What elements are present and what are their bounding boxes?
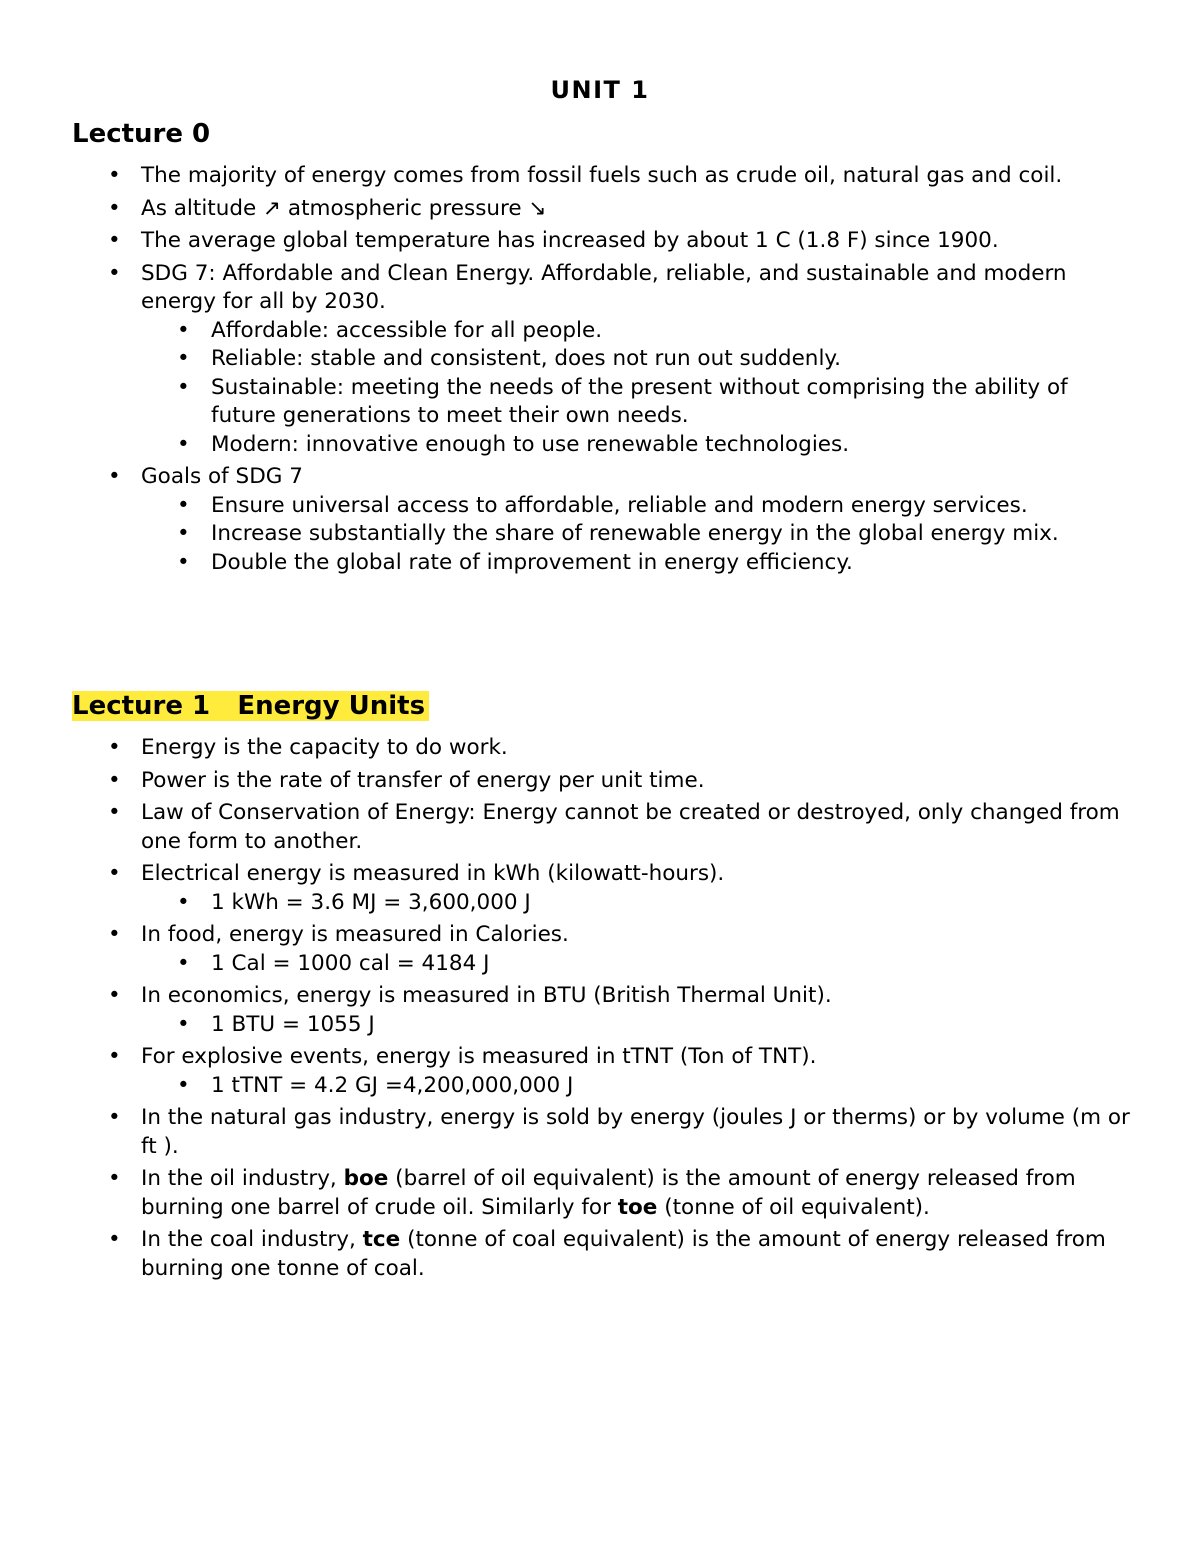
list-item: • Increase substantially the share of renewable energy in the global energy mix. [141,520,1130,549]
list-item: • Electrical energy is measured in kWh (kilowatt-hours). • 1 kWh = 3.6 MJ = 3,600,000 J [0,860,1200,917]
bullet-icon: • [108,861,121,886]
bullet-icon: • [108,735,121,760]
bullet-icon: • [108,1166,121,1191]
bullet-icon: • [177,317,190,343]
lecture-0-heading [72,117,210,151]
lecture-0-list [0,162,1200,581]
bullet-icon: • [108,922,121,947]
list-item: • 1 Cal = 1000 cal = 4184 J [141,950,1130,979]
list-item: • 1 kWh = 3.6 MJ = 3,600,000 J [141,889,1130,918]
lecture-0-heading-text: Lecture 0 [72,119,211,149]
list-item: • Energy is the capacity to do work. [0,734,1200,763]
list-item: • In the oil industry, boe (barrel of oil equivalent) is the amount of energy released from burning one barrel of crude oil. Similarly for toe (tonne of oil equivalent). [108,1166,1076,1220]
bullet-icon: • [177,1011,190,1037]
list-item: • Double the global rate of improvement in energy efficiency. [141,549,1130,578]
lecture-1-heading-rest: Energy Units [237,691,426,721]
lecture-1-heading-bold: Lecture 1 [72,691,211,721]
list-item: • Ensure universal access to affordable, reliable and modern energy services. [141,492,1130,521]
bullet-icon: • [108,800,121,825]
list-item: • SDG 7: Affordable and Clean Energy. Affordable, reliable, and sustainable and modern energy for all by 2030. • Affordable: accessible for all people. • Reliable: stable and consistent, does not run out suddenly. • Sustainable: meeting the needs of the present without comprising the ability of future generations to meet their own needs. • Modern: innovative enough to use renewable technologies. [0,260,1200,460]
list-item: • In the natural gas industry, energy is sold by energy (joules J or therms) or by volume (m or ft ). [108,1105,1130,1159]
lecture-1-heading [72,689,429,723]
bullet-icon: • [108,464,121,489]
list-item: • In food, energy is measured in Calories. • 1 Cal = 1000 cal = 4184 J [0,921,1200,978]
ttnt-sub-list [141,1072,1130,1101]
bullet-icon: • [108,260,121,286]
sdg7-sub-list [141,317,1130,460]
list-item: • The average global temperature has increased by about 1 C (1.8 F) since 1900. [0,227,1200,256]
bullet-icon: • [108,195,121,221]
bullet-icon: • [177,492,190,518]
bullet-icon: • [177,1072,190,1098]
list-item: • Power is the rate of transfer of energy per unit time. [0,767,1200,796]
cal-sub-list [141,950,1130,979]
list-item: • For explosive events, energy is measured in tTNT (Ton of TNT). • 1 tTNT = 4.2 GJ =4,200,000,000 J [0,1043,1200,1100]
bullet-icon: • [177,950,190,976]
lecture-1-highlight [72,691,429,721]
bullet-icon: • [108,1044,121,1069]
lecture-1-list [0,734,1200,1287]
list-item: • Goals of SDG 7 • Ensure universal access to affordable, reliable and modern energy services. • Increase substantially the share of renewable energy in the global energy mix. • Double the global rate of improvement in energy efficiency. [0,463,1200,577]
bullet-icon: • [177,889,190,915]
list-item: • As altitude ↗ atmospheric pressure ↘ [0,195,1200,224]
tce-term: tce [362,1227,401,1252]
list-item: • 1 tTNT = 4.2 GJ =4,200,000,000 J [141,1072,1130,1101]
bullet-icon: • [108,228,121,253]
bullet-icon: • [108,1105,121,1130]
unit-title: UNIT 1 [550,76,650,104]
boe-term: boe [343,1166,389,1191]
bullet-icon: • [177,549,190,575]
list-item: • Modern: innovative enough to use renewable technologies. [141,431,1130,460]
list-item: • In economics, energy is measured in BTU (British Thermal Unit). • 1 BTU = 1055 J [0,982,1200,1039]
btu-sub-list [141,1011,1130,1040]
goals-sub-list [141,492,1130,578]
bullet-icon: • [108,767,121,793]
toe-term: toe [617,1194,658,1220]
list-item: • 1 BTU = 1055 J [141,1011,1130,1040]
bullet-icon: • [177,374,190,400]
list-item: • Sustainable: meeting the needs of the present without comprising the ability of future generations to meet their own needs. [177,374,1068,428]
bullet-icon: • [108,1227,121,1252]
kwh-sub-list [141,889,1130,918]
bullet-icon: • [177,346,190,371]
bullet-icon: • [177,521,190,546]
list-item: • Reliable: stable and consistent, does not run out suddenly. [141,345,1130,374]
bullet-icon: • [108,983,121,1008]
list-item: • Affordable: accessible for all people. [141,317,1130,346]
list-item: • The majority of energy comes from fossil fuels such as crude oil, natural gas and coil. [0,162,1200,191]
list-item: • In the coal industry, tce (tonne of coal equivalent) is the amount of energy released from burning one tonne of coal. [108,1227,1106,1281]
bullet-icon: • [177,431,190,457]
list-item: • Law of Conservation of Energy: Energy cannot be created or destroyed, only changed from one form to another. [108,800,1120,854]
bullet-icon: • [108,163,121,188]
